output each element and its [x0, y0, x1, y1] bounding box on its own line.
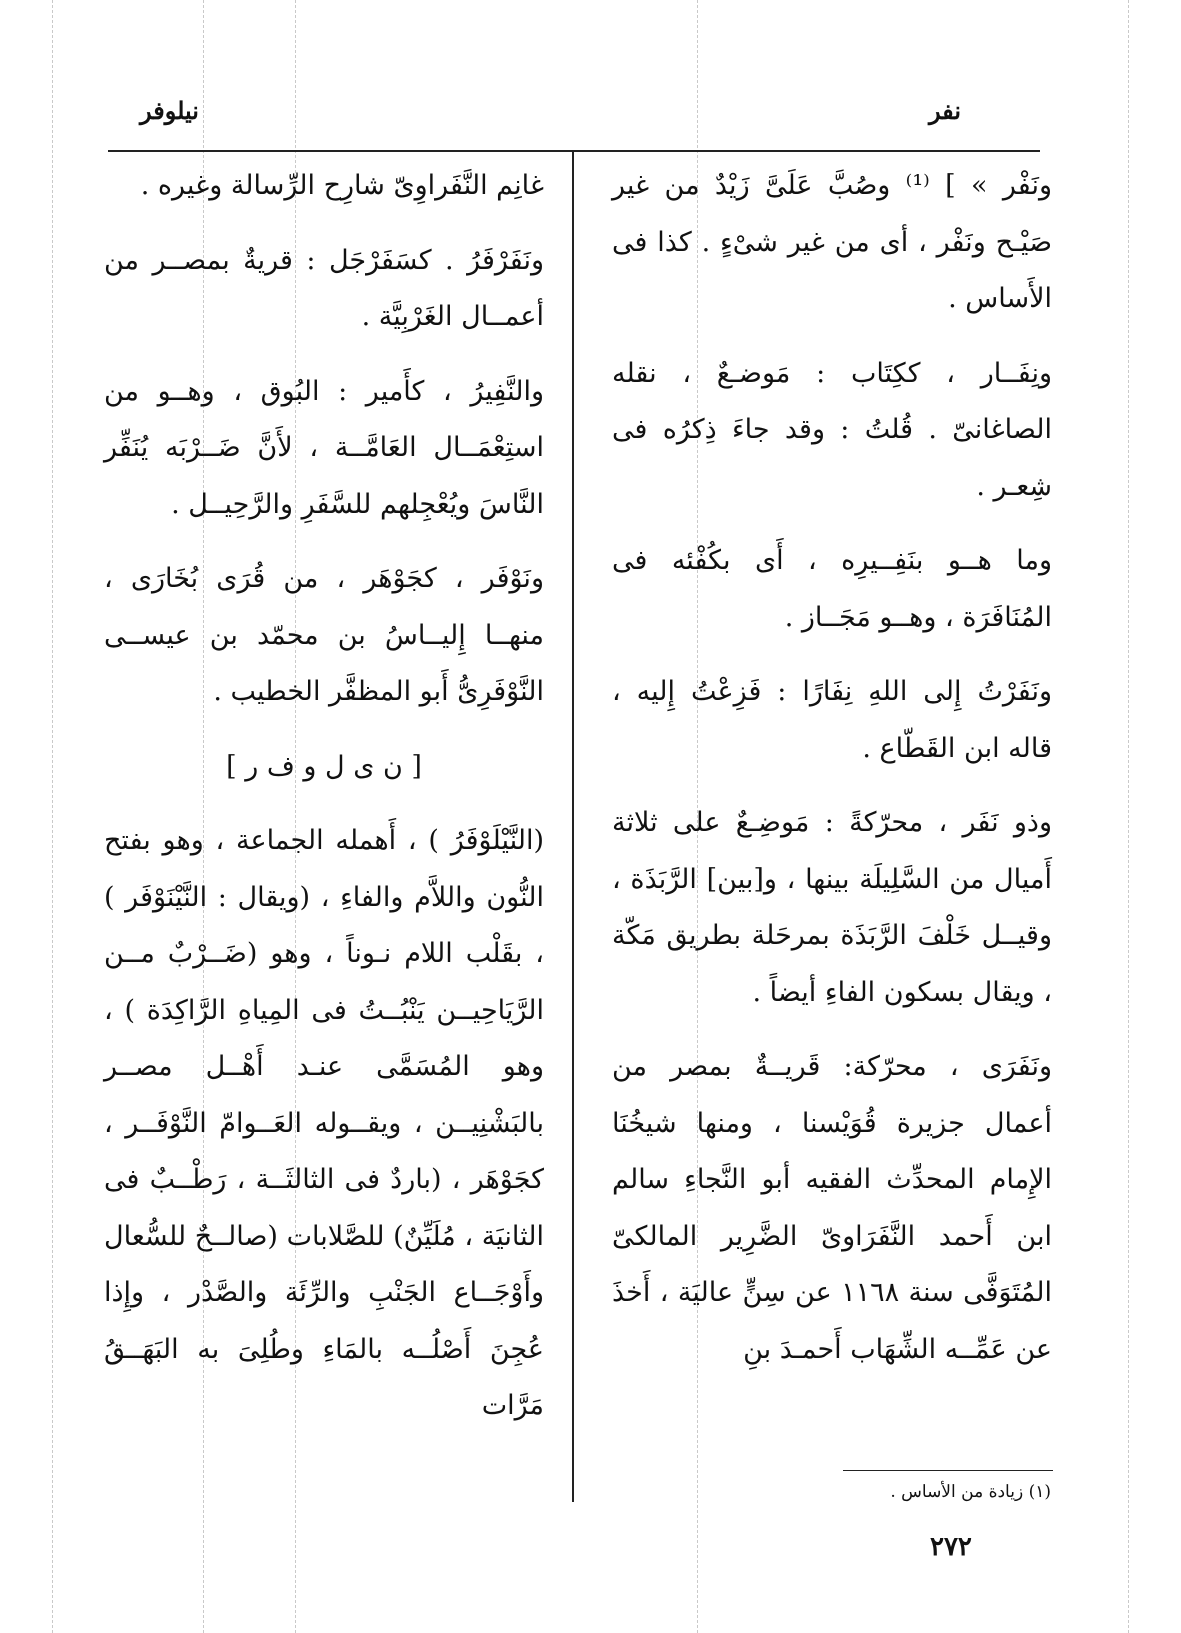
- right-column: [612, 158, 1052, 1396]
- paragraph: والنَّفِيرُ ، كأَمير : البُوق ، وهــو من استِعْمَــال العَامَّــة ، لأَنَّ ضَــرْبَه يُنَفِّر النَّاسَ ويُعْجِلهم للسَّفَرِ والرَّحِيــل .: [104, 375, 544, 520]
- paragraph: ونَفَرْفَرُ . كسَفَرْجَل : قريةٌ بمصــر من أعمــال الغَرْبِيَّة .: [104, 244, 544, 332]
- scan-fold-line: [52, 0, 53, 1633]
- scan-fold-line: [1128, 0, 1129, 1633]
- paragraph: وما هــو بنَفِــيرِه ، أَى بكُفْئه فى المُنَافَرَة ، وهــو مَجَــاز .: [612, 545, 1052, 633]
- header-right-word: نفر: [928, 96, 961, 125]
- left-column: [104, 158, 544, 1453]
- header-rule: [108, 150, 1040, 152]
- header-left-word: نيلوفر: [140, 96, 199, 125]
- paragraph: ونِفَــار ، ككِتَاب : مَوضـعٌ ، نقله الصاغانىّ . قُلتُ : وقد جاءَ ذِكرُه فى شِعـر .: [612, 357, 1052, 502]
- footnote-rule: [843, 1470, 1053, 1471]
- paragraph: (النَّيْلَوْفَرُ ) ، أَهمله الجماعة ، وهو بفتح النُّون واللاَّم والفاءِ ، (ويقال : النَّيْنَوْفَر ) ، بقَلْب اللام نـوناً ، وهو (ضَــرْبٌ مــن الرَّيَاحِيــن يَنْبُــتُ فى المِياهِ الرَّاكِدَة ) ، وهو المُسَمَّى عنـد أَهْــل مصــر بالبَشْنِيــن ، ويقــوله العَــوامّ النَّوْفَــر ، كجَوْهَر ، (باردٌ فى الثالثَــة ، رَطْــبٌ فى الثانيَة ، مُلَيِّنٌ) للصَّلابات (صالــحٌ للسُّعال وأَوْجَــاع الجَنْبِ والرِّئَة والصَّدْر ، وإِذا عُجِنَ أَصْلُــه بالمَاءِ وطُلِىَ به البَهَــقُ مَرَّات: [104, 825, 544, 1421]
- entry-heading: [ ن ى ل و ف ر ]: [226, 750, 422, 782]
- paragraph: ونَفَرَى ، محرّكة: قَريــةٌ بمصر من أعمال جزيرة قُوَيْسنا ، ومنها شيخُنَا الإِمام المحدِّث الفقيه أبو النَّجاءِ سالم ابن أَحمد النَّفَرَاوىّ الضَّرِير المالكىّ المُتَوَفَّى سنة ١١٦٨ عن سِنٍّ عاليَة ، أَخذَ عن عَمِّــه الشِّهَاب أَحمـدَ بنِ: [612, 1051, 1052, 1365]
- paragraph: غانِم النَّفَراوِىّ شارِح الرِّسالة وغيره .: [140, 170, 544, 201]
- page-number: ٢٧٢: [930, 1532, 972, 1562]
- column-divider: [572, 152, 574, 1502]
- paragraph: ونَفْر » ] ⁽¹⁾ وصُبَّ عَلَىَّ زَيْدٌ من غير صَيْـح ونَفْر ، أى من غير شىْءٍ . كذا فى الأَساس .: [612, 170, 1052, 314]
- footnote: (١) زيادة من الأساس .: [890, 1482, 1051, 1502]
- paragraph: ونَفَرْتُ إِلى اللهِ نِفَارًا : فَزِعْتُ إِليه ، قاله ابن القَطّاع .: [612, 676, 1052, 764]
- paragraph: وذو نَفَر ، محرّكةً : مَوضِـعٌ على ثلاثة أَميال من السَّلِيلَة بينها ، و[بين] الرَّبَذَة ، وقيــل خَلْفَ الرَّبَذَة بمرحَلة بطريق مَكّة ، ويقال بسكون الفاءِ أيضاً .: [612, 807, 1052, 1008]
- paragraph: ونَوْفَر ، كجَوْهَر ، من قُرَى بُخَارَى ، منهــا إِليــاسُ بن محمّد بن عيســى النَّوْفَرِىُّ أَبو المظفَّر الخطيب .: [104, 563, 544, 707]
